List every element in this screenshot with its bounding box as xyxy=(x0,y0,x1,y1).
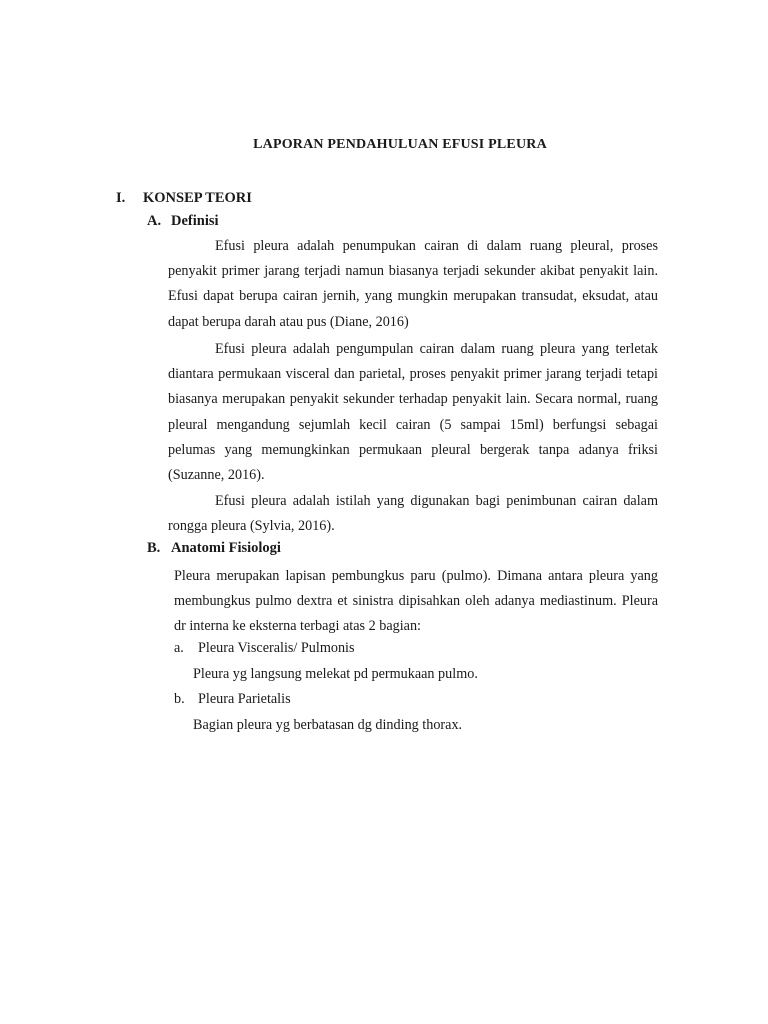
list-item-label: Pleura Parietalis xyxy=(198,691,291,707)
definisi-paragraph-2: Efusi pleura adalah pengumpulan cairan dalam ruang pleura yang terletak diantara permukaan visceral dan parietal, proses penyakit primer jarang terjadi tetapi biasanya merupakan penyakit sekunder terhadap penyakit lain. Secara normal, ruang pleural mengandung sejumlah kecil cairan (5 sampai 15ml) berfungsi sebagai pelumas yang memungkinkan permukaan pleural bergerak tanpa adanya friksi (Suzanne, 2016). xyxy=(168,341,658,484)
list-item xyxy=(174,691,291,708)
subsection-anatomi-fisiologi xyxy=(147,540,281,557)
section-heading: KONSEP TEORI xyxy=(143,190,252,206)
list-item-letter: a. xyxy=(174,640,184,656)
subsection-heading: Anatomi Fisiologi xyxy=(171,540,281,556)
definisi-paragraph-3: Efusi pleura adalah istilah yang digunakan bagi penimbunan cairan dalam rongga pleura (Sylvia, 2016). xyxy=(168,493,658,535)
list-item-detail: Bagian pleura yg berbatasan dg dinding thorax. xyxy=(193,717,463,733)
list-item-label: Pleura Visceralis/ Pulmonis xyxy=(198,640,355,656)
list-item-letter: b. xyxy=(174,691,185,707)
subsection-letter: A. xyxy=(147,213,162,229)
definisi-paragraph-1: Efusi pleura adalah penumpukan cairan di dalam ruang pleural, proses penyakit primer jarang terjadi namun biasanya terjadi sekunder akibat penyakit lain. Efusi dapat berupa cairan jernih, yang mungkin merupakan transudat, eksudat, atau dapat berupa darah atau pus (Diane, 2016) xyxy=(168,238,658,330)
subsection-heading: Definisi xyxy=(171,213,219,229)
subsection-definisi xyxy=(147,213,219,230)
anatomi-intro-paragraph: Pleura merupakan lapisan pembungkus paru (pulmo). Dimana antara pleura yang membungkus pulmo dextra et sinistra dipisahkan oleh adanya mediastinum. Pleura dr interna ke eksterna terbagi atas 2 bagian: xyxy=(174,568,658,635)
document-title: LAPORAN PENDAHULUAN EFUSI PLEURA xyxy=(253,137,547,152)
list-item-detail: Pleura yg langsung melekat pd permukaan pulmo. xyxy=(193,666,478,682)
section-number: I. xyxy=(116,190,126,206)
section-konsep-teori xyxy=(116,190,252,207)
subsection-letter: B. xyxy=(147,540,161,556)
list-item xyxy=(174,640,355,657)
